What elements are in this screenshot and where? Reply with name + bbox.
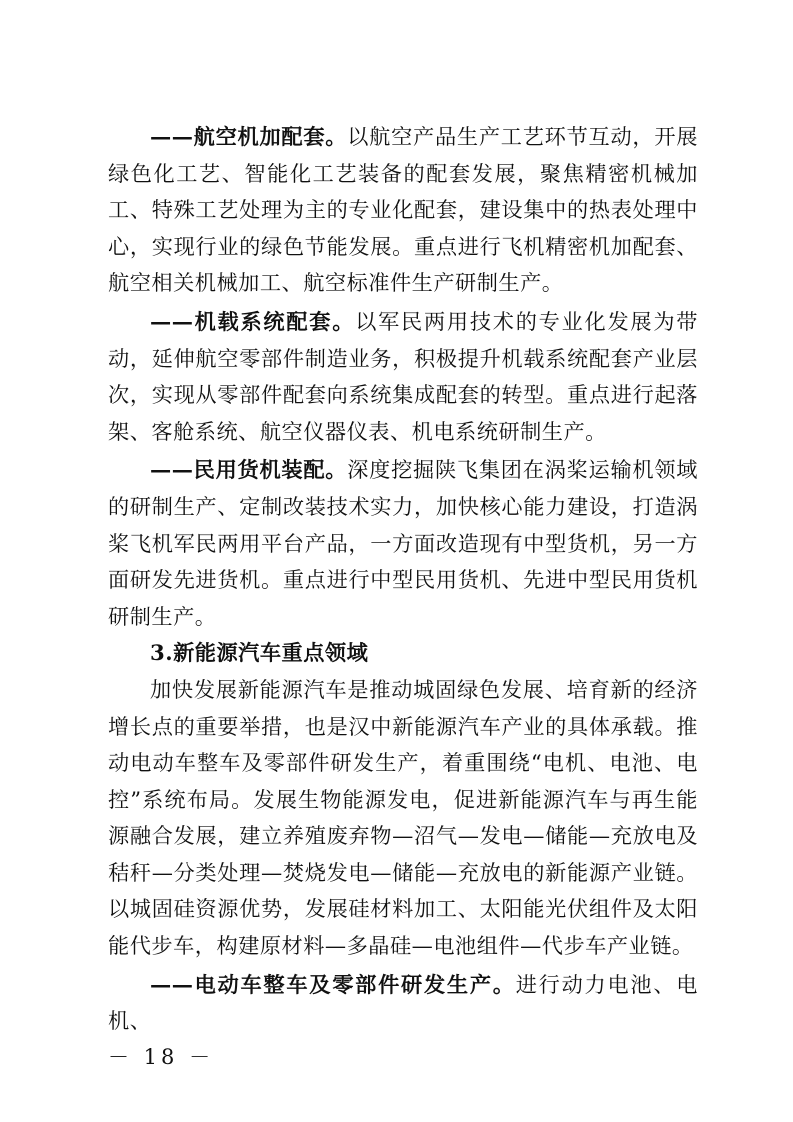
paragraph-body: 以航空产品生产工艺环节互动，开展绿色化工艺、智能化工艺装备的配套发展，聚焦精密机械加工、特殊工艺处理为主的专业化配套，建设集中的热表处理中心，实现行业的绿色节能发展。重点进行飞机精密机加配套、航空相关机械加工、航空标准件生产研制生产。 xyxy=(108,124,698,296)
paragraph-body: 以军民两用技术的专业化发展为带动，延伸航空零部件制造业务，积极提升机载系统配套产业层次，实现从零部件配套向系统集成配套的转型。重点进行起落架、客舱系统、航空仪器仪表、机电系统研制生产。 xyxy=(108,308,698,444)
section-heading: 3.新能源汽车重点领域 xyxy=(150,640,369,666)
page-number: － 18 － xyxy=(108,1045,215,1069)
paragraph-civil-cargo xyxy=(108,452,698,635)
paragraph-new-energy: 加快发展新能源汽车是推动城固绿色发展、培育新的经济增长点的重要举措，也是汉中新能源汽车产业的具体承载。推动电动车整车及零部件研发生产，着重围绕“电机、电池、电控”系统布局。发展生物能源发电，促进新能源汽车与再生能源融合发展，建立养殖废弃物—沼气—发电—储能—充放电及秸秆—分类处理—焚烧发电—储能—充放电的新能源产业链。以城固硅资源优势，发展硅材料加工、太阳能光伏组件及太阳能代步车，构建原材料—多晶硅—电池组件—代步车产业链。 xyxy=(108,676,698,959)
paragraph-lead: ——民用货机装配。 xyxy=(150,457,348,483)
paragraph-airborne-systems xyxy=(108,304,698,450)
paragraph-lead: ——电动车整车及零部件研发生产。 xyxy=(150,971,516,997)
paragraph-lead: ——机载系统配套。 xyxy=(150,308,356,334)
body-text xyxy=(108,119,698,1040)
paragraph-body: 深度挖掘陕飞集团在涡桨运输机领域的研制生产、定制改装技术实力，加快核心能力建设，打造涡桨飞机军民两用平台产品，一方面改造现有中型货机，另一方面研发先进货机。重点进行中型民用货机、先进中型民用货机研制生产。 xyxy=(108,457,698,629)
paragraph-aviation-machining xyxy=(108,119,698,302)
paragraph-lead: ——航空机加配套。 xyxy=(150,124,348,149)
paragraph-ev-rd xyxy=(108,967,698,1040)
paragraph-body: 进行动力电池、电机、 xyxy=(108,971,698,1034)
